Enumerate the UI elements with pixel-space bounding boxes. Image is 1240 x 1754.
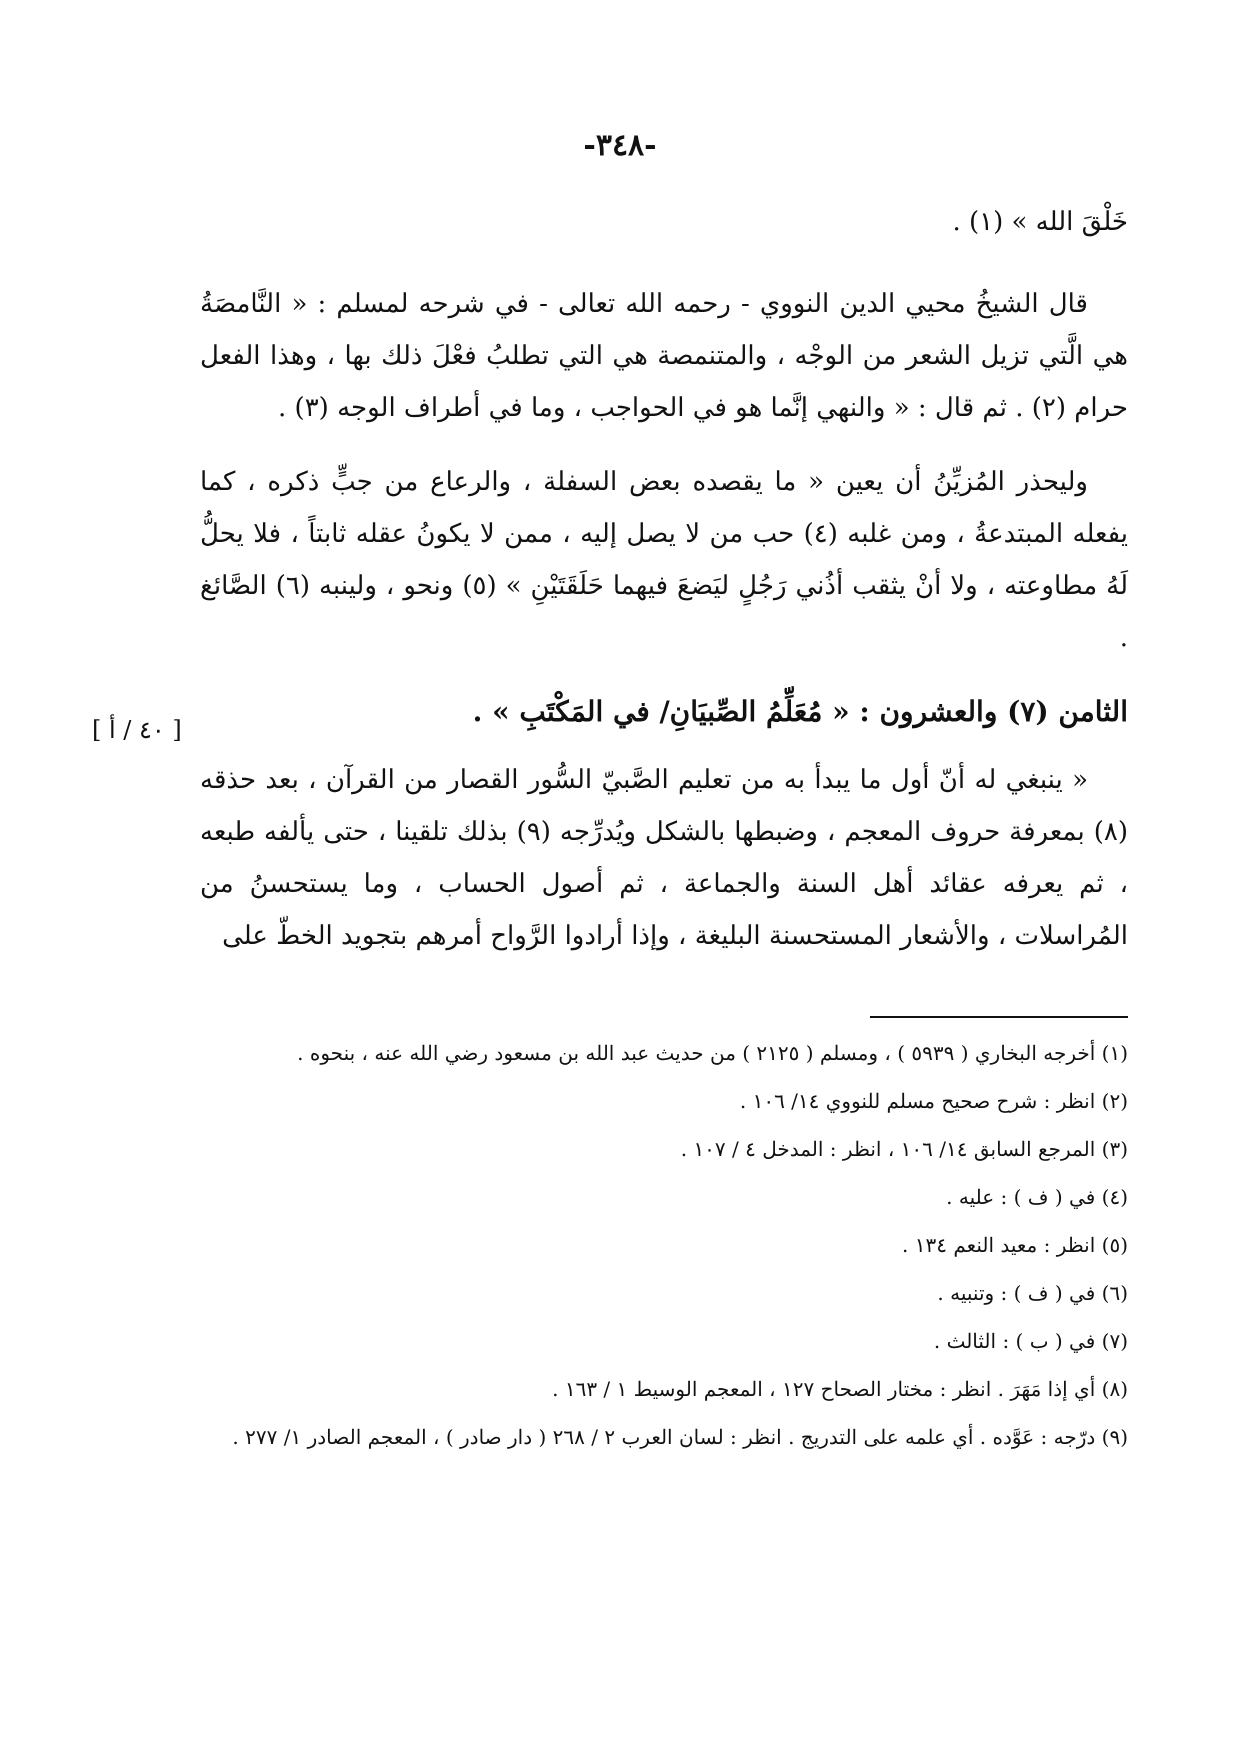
footnote-7: (٧) في ( ب ) : الثالث . [933, 1329, 1128, 1353]
footnote-9: (٩) درّجه : عَوَّده . أي علمه على التدريج . انظر : لسان العرب ٢ / ٢٦٨ ( دار صادر ) ، المعجم الصادر ١/ ٢٧٧ . [232, 1425, 1128, 1449]
footnote-3: (٣) المرجع السابق ١٤/ ١٠٦ ، انظر : المدخل ٤ / ١٠٧ . [680, 1137, 1128, 1161]
manuscript-folio-marker: [ ٤٠ / أ ] [92, 716, 182, 744]
main-text [200, 196, 1128, 984]
footnote-4: (٤) في ( ف ) : عليه . [946, 1185, 1128, 1209]
footnote-1: (١) أخرجه البخاري ( ٥٩٣٩ ) ، ومسلم ( ٢١٢٥ ) من حديث عبد الله بن مسعود رضي الله عنه ، بنحوه . [297, 1041, 1128, 1065]
footnote-separator [870, 1016, 1128, 1018]
footnote-2: (٢) انظر : شرح صحيح مسلم للنووي ١٤/ ١٠٦ . [739, 1089, 1128, 1113]
footnote-8: (٨) أي إذا مَهَرَ . انظر : مختار الصحاح ١٢٧ ، المعجم الوسيط ١ / ١٦٣ . [552, 1377, 1128, 1401]
page-number: -٣٤٨- [583, 128, 657, 163]
footnote-6: (٦) في ( ف ) : وتنبيه . [937, 1281, 1128, 1305]
footnote-5: (٥) انظر : معيد النعم ١٣٤ . [902, 1233, 1128, 1257]
paragraph-muzayyin-warning: وليحذر المُزيِّنُ أن يعين « ما يقصده بعض السفلة ، والرعاع من جبٍّ ذكره ، كما يفعله المبتدعةُ ، ومن غلبه (٤) حب من لا يصل إليه ، ممن لا يكونُ عقله ثابتاً ، فلا يحلُّ لَهُ مطاوعته ، ولا أنْ يثقب أذُني رَجُلٍ ليَضعَ فيهما حَلَقَتَيْنِ » (٥) ونحو ، ولينبه (٦) الصَّائغ . [200, 467, 1128, 653]
paragraph-nawawi-quote: قال الشيخُ محيي الدين النووي - رحمه الله تعالى - في شرحه لمسلم : « النَّامصَةُ هي الَّتي تزيل الشعر من الوجْه ، والمتنمصة هي التي تطلبُ فعْلَ ذلك بها ، وهذا الفعل حرام (٢) . ثم قال : « والنهي إنَّما هو في الحواجب ، وما في أطراف الوجه (٣) . [200, 289, 1128, 423]
paragraph-continuation: خَلْقَ الله » (١) . [952, 207, 1128, 237]
footnotes [200, 1034, 1128, 1466]
section-heading-teacher: الثامن (٧) والعشرون : « مُعَلِّمُ الصِّبيَانِ/ في المَكْتَبِ » . [472, 695, 1128, 728]
paragraph-teacher-duties: « ينبغي له أنّ أول ما يبدأ به من تعليم الصَّبيّ السُّور القصار من القرآن ، بعد حذقه (٨) بمعرفة حروف المعجم ، وضبطها بالشكل ويُدرِّجه (٩) بذلك تلقينا ، حتى يألفه طبعه ، ثم يعرفه عقائد أهل السنة والجماعة ، ثم أصول الحساب ، وما يستحسنُ من المُراسلات ، والأشعار المستحسنة البليغة ، وإذا أرادوا الرَّواح أمرهم بتجويد الخطّ على [200, 765, 1128, 951]
